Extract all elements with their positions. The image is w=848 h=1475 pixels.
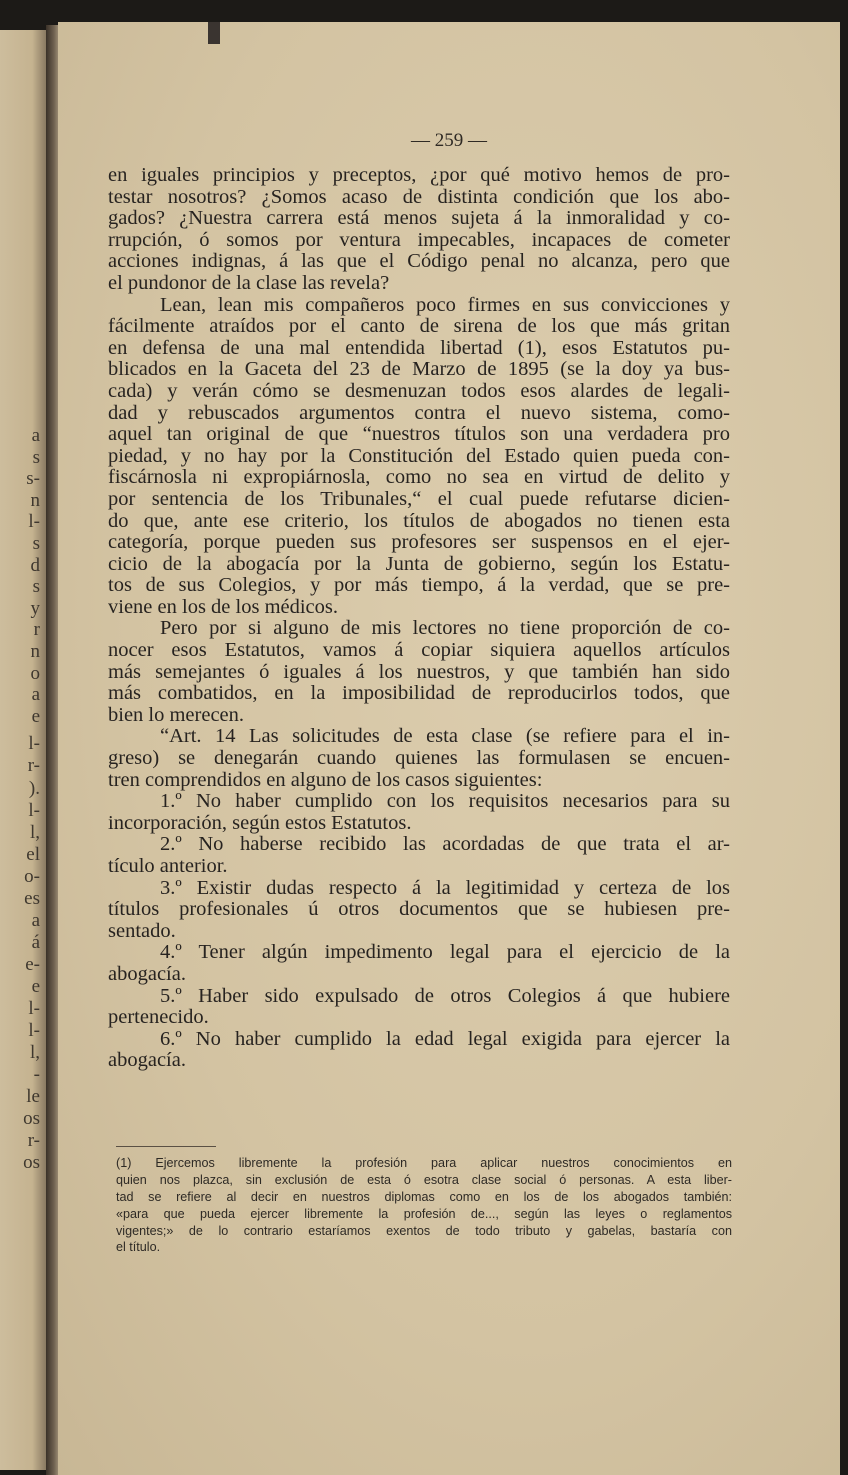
text-line: 2.º No haberse recibido las acordadas de que trata el ar- <box>160 833 730 856</box>
text-line: 1.º No haber cumplido con los requisitos necesarios para su <box>160 790 730 813</box>
footnote-line: vigentes;» de lo contrario estaríamos exentos de todo tributo y gabelas, bastaría con <box>116 1223 732 1238</box>
facing-page-fragment: o- <box>24 865 40 887</box>
footnotes <box>116 1155 732 1256</box>
facing-page-fragment: l- <box>28 997 40 1019</box>
facing-page-fragment: s- <box>26 468 40 490</box>
facing-page-fragment: l- <box>28 733 40 755</box>
text-line: 4.º Tener algún impedimento legal para el ejercicio de la <box>160 941 730 964</box>
text-line: fácilmente atraídos por el canto de sirena de los que más gritan <box>108 315 730 338</box>
facing-page-fragment: s <box>32 446 40 468</box>
facing-page-fragment: r- <box>27 1130 40 1152</box>
text-line: tículo anterior. <box>108 855 228 877</box>
facing-page-fragment: el <box>26 843 40 865</box>
text-line: piedad, y no hay por la Constitución del Estado quien pueda con- <box>108 444 730 467</box>
text-line: bien lo merecen. <box>108 703 245 726</box>
facing-page-fragment: a <box>31 909 40 931</box>
text-line: sentado. <box>108 919 176 942</box>
facing-page-fragment: s <box>32 576 40 598</box>
text-line: “Art. 14 Las solicitudes de esta clase (se refiere para el in- <box>160 725 730 748</box>
facing-page-fragment: y <box>30 597 40 619</box>
facing-page-fragment: l, <box>29 1041 40 1063</box>
facing-page-fragment: n <box>30 641 40 662</box>
text-line: greso) se denegarán cuando quienes las formulasen se encuen- <box>108 747 730 770</box>
text-line: cada) y verán cómo se desmenuzan todos esos alardes de legali- <box>108 379 730 402</box>
text-line: rrupción, ó somos por ventura impecables, incapaces de cometer <box>108 228 730 251</box>
text-line: gados? ¿Nuestra carrera está menos sujeta á la inmoralidad y co- <box>108 207 730 230</box>
text-line: abogacía. <box>108 1049 186 1072</box>
text-line: Lean, lean mis compañeros poco firmes en sus convicciones y <box>160 293 730 316</box>
text-line: más combatidos, en la imposibilidad de reproducirlos todos, que <box>108 682 730 705</box>
text-line: aquel tan original de que “nuestros títulos son una verdadera pro <box>108 423 730 446</box>
text-line: en iguales principios y preceptos, ¿por qué motivo hemos de pro- <box>108 164 730 186</box>
text-line: dad y rebuscados argumentos contra el nuevo sistema, como- <box>108 401 730 424</box>
text-line: 3.º Existir dudas respecto á la legitimidad y certeza de los <box>160 876 730 899</box>
text-line: fiscárnosla ni expropiárnosla, como no sea en virtud de delito y <box>108 466 730 489</box>
footnote-rule <box>116 1146 216 1147</box>
facing-page-fragment: e <box>31 705 40 727</box>
text-line: Pero por si alguno de mis lectores no tiene proporción de co- <box>160 617 730 640</box>
text-line: cicio de la abogacía por la Junta de gobierno, según los Estatu- <box>108 552 730 575</box>
facing-page-fragment: a <box>31 684 40 706</box>
footnote-line: «para que pueda ejercer libremente la profesión de..., según las leyes o reglamentos <box>116 1206 732 1221</box>
facing-page-fragment: r- <box>27 755 40 777</box>
footnote-line: el título. <box>116 1240 161 1255</box>
body-text <box>108 165 730 1072</box>
facing-page-fragment: ). <box>28 777 40 799</box>
facing-page-fragment: e- <box>25 953 40 975</box>
facing-page-fragment: - <box>33 1063 40 1085</box>
facing-page-fragment: r <box>33 619 40 641</box>
text-line: categoría, porque pueden sus profesores ser suspensos en el ejer- <box>108 531 730 554</box>
text-line: el pundonor de la clase las revela? <box>108 271 390 294</box>
facing-page-fragment: a <box>31 425 40 446</box>
facing-page-fragment: l, <box>29 821 40 843</box>
facing-page-fragment: le <box>26 1085 40 1107</box>
facing-page-fragment: l- <box>28 799 40 821</box>
left-page-edge <box>0 30 46 1470</box>
facing-page-fragment: d <box>30 554 40 576</box>
text-line: incorporación, según estos Estatutos. <box>108 811 412 834</box>
footnote-line: tad se refiere al decir en nuestros diplomas como en los de los abogados también: <box>116 1189 732 1204</box>
facing-page-fragment: os <box>23 1107 40 1129</box>
text-line: pertenecido. <box>108 1006 209 1029</box>
text-line: más semejantes ó iguales á los nuestros, y que también han sido <box>108 660 730 683</box>
text-line: viene en los de los médicos. <box>108 595 339 618</box>
text-line: tos de sus Colegios, y por más tiempo, á la verdad, que se pre- <box>108 574 730 597</box>
text-line: 6.º No haber cumplido la edad legal exigida para ejercer la <box>160 1027 730 1050</box>
text-line: 5.º Haber sido expulsado de otros Colegios á que hubiere <box>160 984 730 1007</box>
text-line: testar nosotros? ¿Somos acaso de distinta condición que los abo- <box>108 185 730 208</box>
text-line: acciones indignas, á las que el Código penal no alcanza, pero que <box>108 250 730 273</box>
text-line: en defensa de una mal entendida libertad (1), esos Estatutos pu- <box>108 336 730 359</box>
facing-page-fragment: e <box>31 975 40 997</box>
text-line: blicados en la Gaceta del 23 de Marzo de 1895 (se la doy ya bus- <box>108 358 730 381</box>
text-line: tren comprendidos en alguno de los casos siguientes: <box>108 768 543 791</box>
facing-page-fragment: n <box>30 489 40 511</box>
text-line: títulos profesionales ú otros documentos que se hubiesen pre- <box>108 898 730 921</box>
book-page <box>58 22 840 1475</box>
text-line: por sentencia de los Tribunales,“ el cual puede refutarse dicien- <box>108 487 730 510</box>
spine-tab <box>208 22 220 44</box>
facing-page-fragment: l- <box>28 511 40 533</box>
facing-page-fragment: s <box>32 533 40 554</box>
text-line: abogacía. <box>108 962 186 985</box>
text-line: nocer esos Estatutos, vamos á copiar siquiera aquellos artículos <box>108 639 730 662</box>
facing-page-fragment: l- <box>28 1019 40 1041</box>
footnote-line: (1) Ejercemos libremente la profesión para aplicar nuestros conocimientos en <box>116 1156 732 1170</box>
facing-page-fragment: os <box>23 1152 40 1174</box>
page-number: — 259 — <box>411 130 487 151</box>
facing-page-fragment: es <box>24 887 40 909</box>
facing-page-fragment: á <box>31 931 40 953</box>
facing-page-fragment: o <box>30 662 40 684</box>
text-line: do que, ante ese criterio, los títulos de abogados no tienen esta <box>108 509 730 532</box>
footnote-line: quien nos plazca, sin exclusión de esta ó esotra clase social ó personas. A esta liber- <box>116 1172 732 1187</box>
